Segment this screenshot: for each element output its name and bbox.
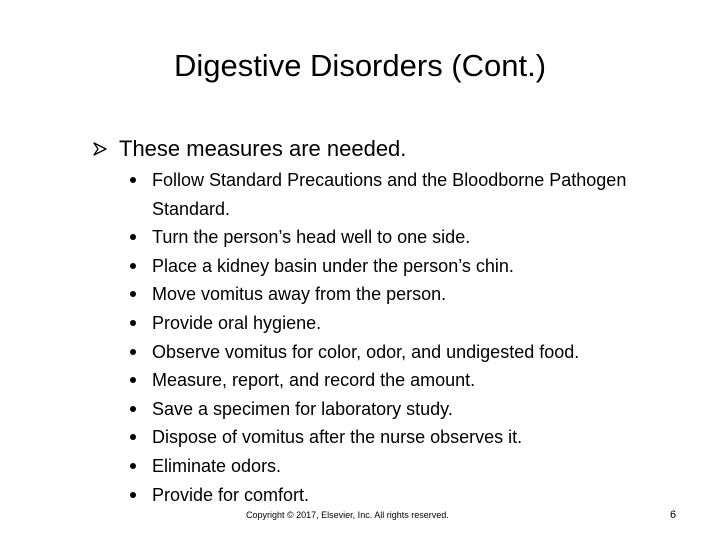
- bullet-dot-icon: [130, 377, 136, 383]
- list-item-text: Measure, report, and record the amount.: [152, 370, 476, 391]
- sub-bullet-list: [128, 166, 648, 509]
- footer-copyright: Copyright © 2017, Elsevier, Inc. All rights reserved.: [246, 510, 449, 520]
- arrow-bullet-icon: [93, 142, 107, 156]
- list-item-text: Save a specimen for laboratory study.: [152, 398, 453, 419]
- list-item: [128, 166, 648, 223]
- bullet-dot-icon: [130, 234, 136, 240]
- bullet-dot-icon: [130, 463, 136, 469]
- list-item-text: Turn the person’s head well to one side.: [152, 227, 471, 248]
- list-item: [128, 252, 648, 281]
- page-number: 6: [670, 509, 677, 521]
- list-item-text: Move vomitus away from the person.: [152, 284, 447, 305]
- bullet-dot-icon: [130, 320, 136, 326]
- list-item-text: Provide oral hygiene.: [152, 312, 322, 333]
- list-item: [128, 481, 648, 510]
- list-item: [128, 223, 648, 252]
- bullet-dot-icon: [130, 406, 136, 412]
- bullet-dot-icon: [130, 349, 136, 355]
- bullet-dot-icon: [130, 492, 136, 498]
- list-item-text: Eliminate odors.: [152, 455, 282, 476]
- list-item-text: Provide for comfort.: [152, 484, 310, 505]
- list-item-text: Dispose of vomitus after the nurse observes it.: [152, 427, 523, 448]
- list-item: [128, 309, 648, 338]
- slide-title: Digestive Disorders (Cont.): [173, 48, 547, 83]
- list-item: [128, 338, 648, 367]
- list-item: [128, 452, 648, 481]
- main-bullet-text: These measures are needed.: [119, 136, 407, 161]
- list-item: [128, 280, 648, 309]
- bullet-dot-icon: [130, 263, 136, 269]
- list-item: [128, 423, 648, 452]
- bullet-dot-icon: [130, 434, 136, 440]
- list-item: [128, 366, 648, 395]
- list-item-text: Place a kidney basin under the person’s chin.: [152, 255, 514, 276]
- list-item-text: Follow Standard Precautions and the Bloodborne Pathogen Standard.: [152, 170, 627, 219]
- list-item-text: Observe vomitus for color, odor, and undigested food.: [152, 341, 580, 362]
- bullet-dot-icon: [130, 291, 136, 297]
- list-item: [128, 395, 648, 424]
- bullet-dot-icon: [130, 177, 136, 183]
